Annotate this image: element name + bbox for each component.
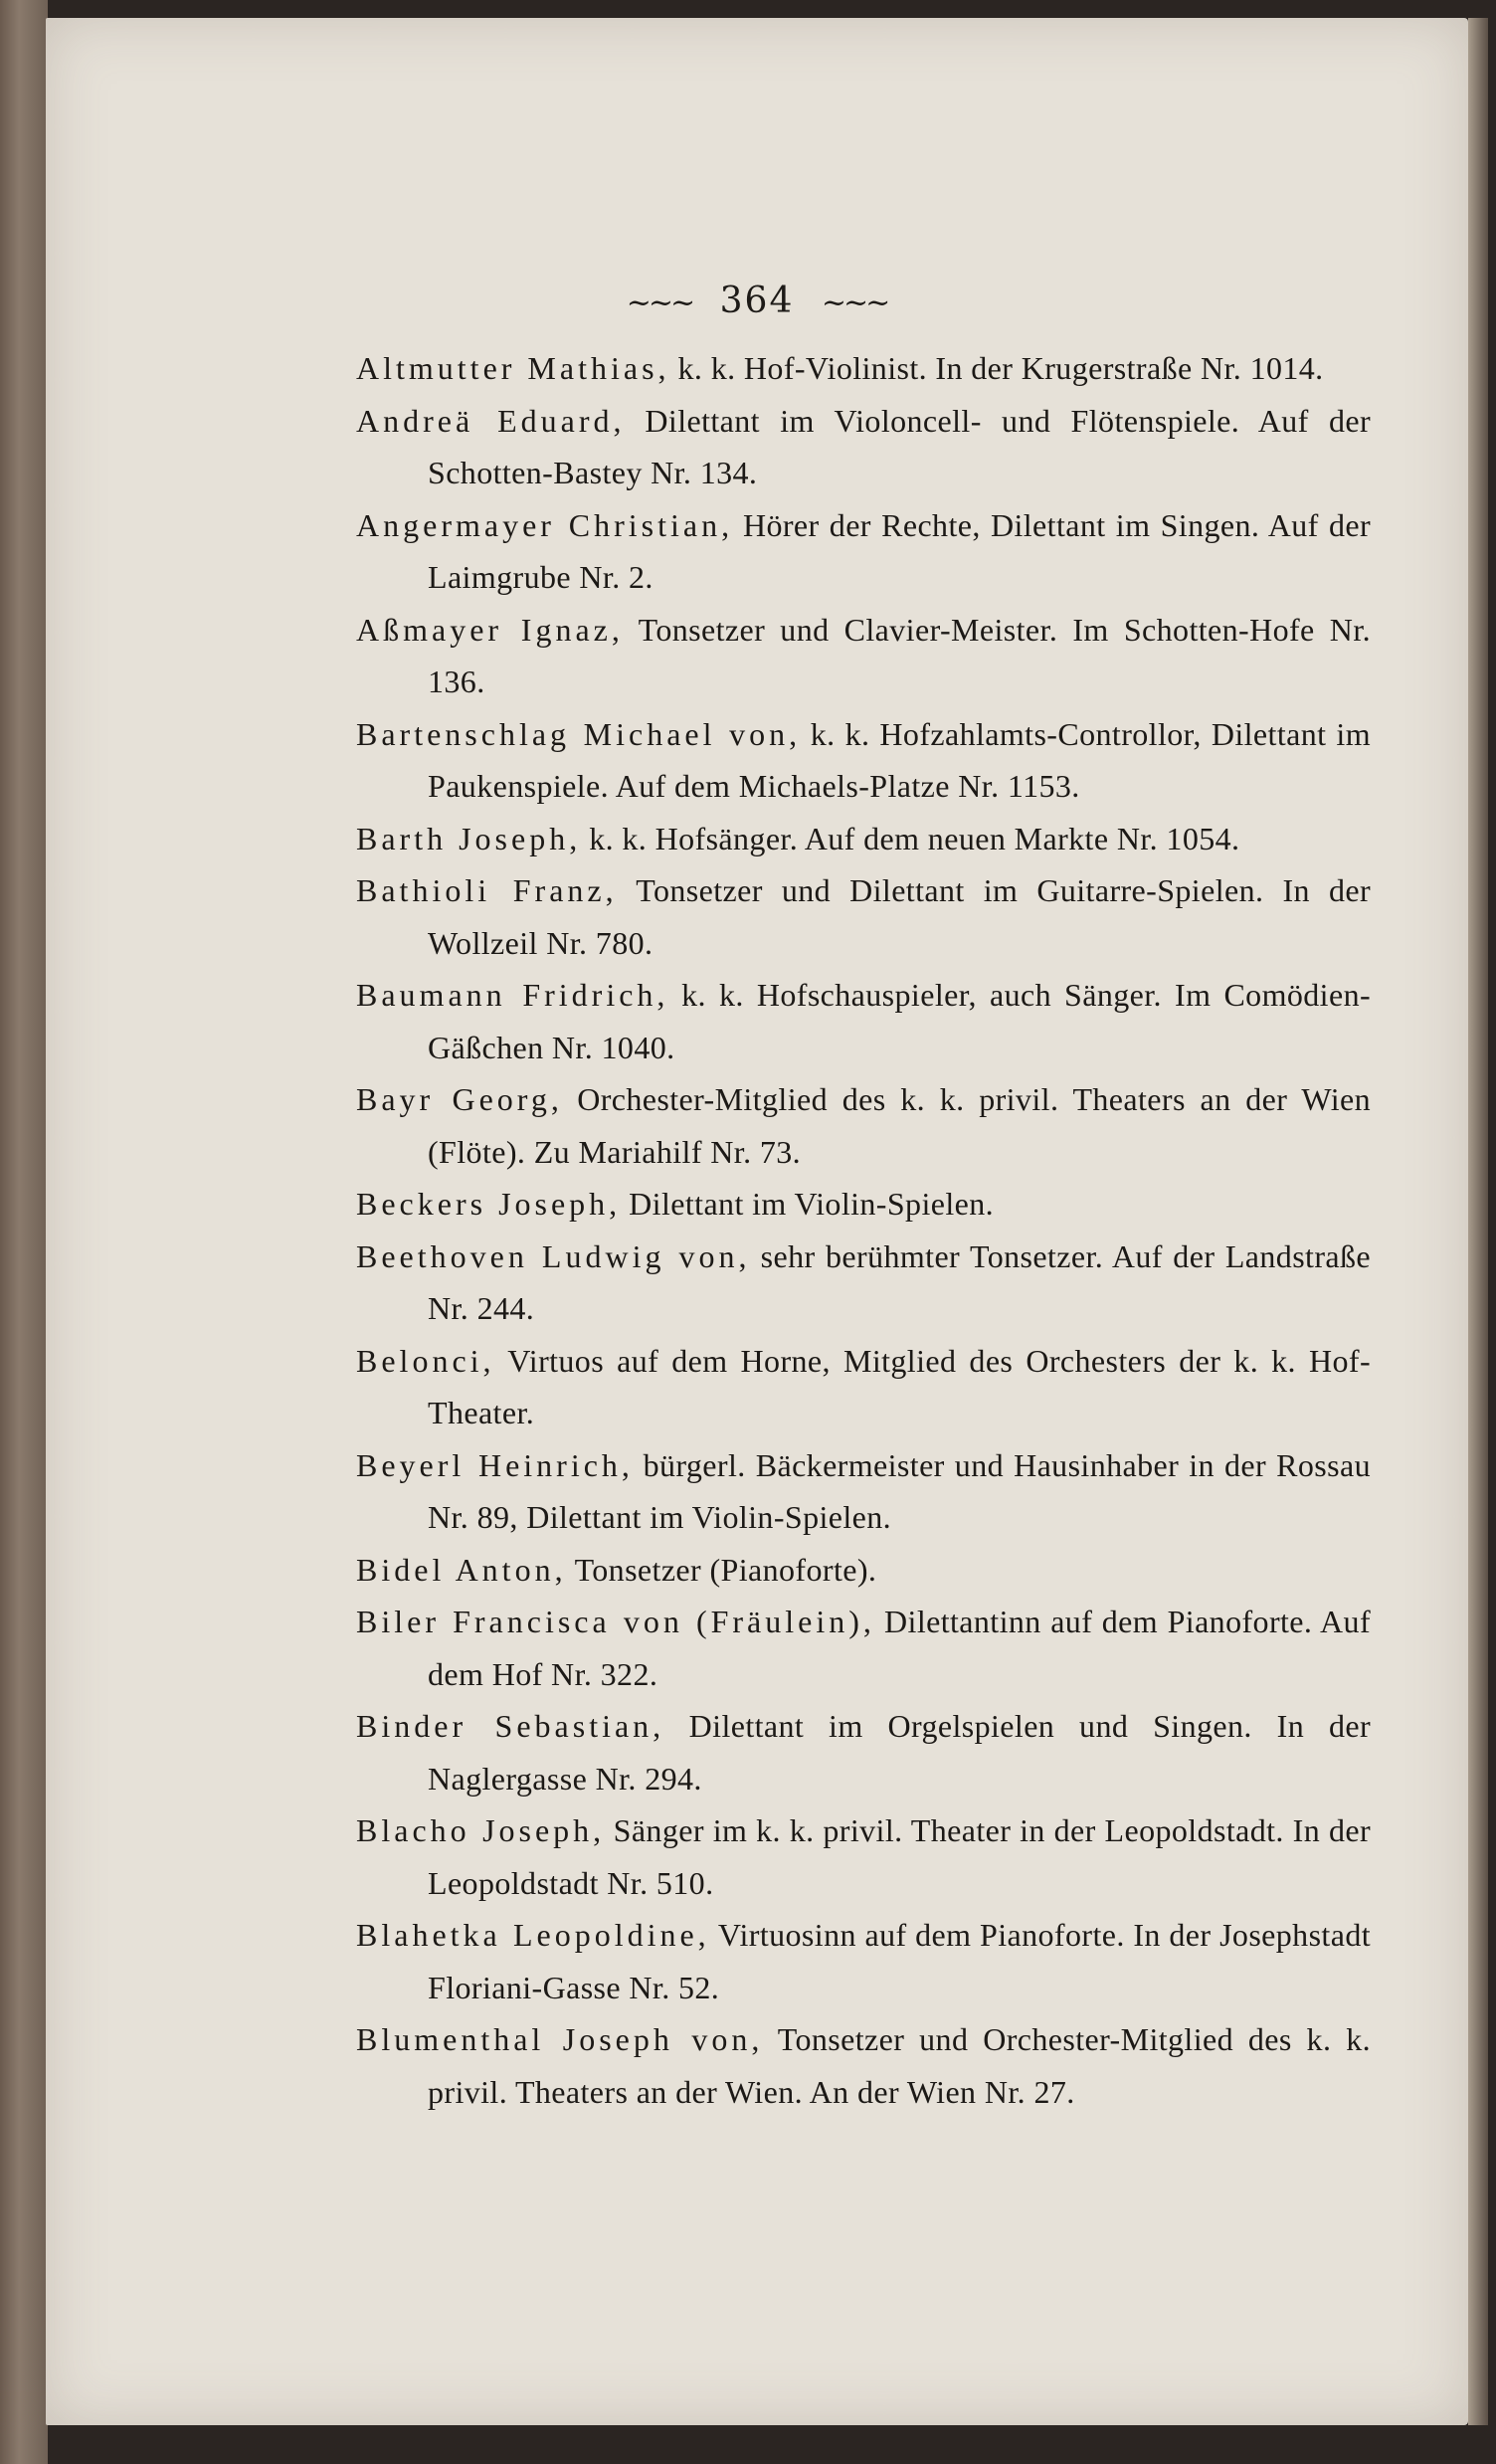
directory-entry bbox=[356, 813, 1371, 865]
book-page bbox=[46, 18, 1468, 2425]
entry-name: Beckers Joseph, bbox=[356, 1186, 622, 1222]
directory-entry bbox=[356, 1335, 1371, 1439]
entry-name: Beethoven Ludwig von, bbox=[356, 1237, 751, 1274]
book-spine bbox=[0, 0, 48, 2464]
entry-details: Dilettantinn auf dem Pianoforte. Auf dem Hof Nr. 322. bbox=[428, 1604, 1372, 1692]
entry-name: Biler Francisca von (Fräulein), bbox=[356, 1604, 875, 1639]
page-edge bbox=[1468, 18, 1488, 2425]
entry-name: Blahetka Leopoldine, bbox=[356, 1917, 710, 1953]
directory-entry bbox=[356, 2013, 1371, 2118]
entry-details: k. k. Hofzahlamts-Controllor, Dilettant im Paukenspiele. Auf dem Michaels-Platze Nr. 1153. bbox=[428, 715, 1372, 804]
entry-details: Dilettant im Orgelspielen und Singen. In der Naglergasse Nr. 294. bbox=[428, 1708, 1372, 1797]
entry-name: Barth Joseph, bbox=[356, 820, 582, 856]
directory-entry bbox=[356, 395, 1371, 499]
entry-name: Binder Sebastian, bbox=[356, 1708, 665, 1744]
entry-details: Virtuosinn auf dem Pianoforte. In der Josephstadt Floriani-Gasse Nr. 52. bbox=[428, 1917, 1372, 2005]
directory-entry bbox=[356, 1544, 1371, 1597]
directory-entry bbox=[356, 864, 1371, 969]
entry-details: k. k. Hofschauspieler, auch Sänger. Im Comödien-Gäßchen Nr. 1040. bbox=[428, 977, 1372, 1065]
entry-name: Andreä Eduard, bbox=[356, 402, 626, 439]
directory-entry bbox=[356, 1909, 1371, 2013]
entry-name: Bartenschlag Michael von, bbox=[356, 715, 802, 752]
entry-details: Tonsetzer und Dilettant im Guitarre-Spielen. In der Wollzeil Nr. 780. bbox=[428, 872, 1372, 961]
entry-details: bürgerl. Bäckermeister und Hausinhaber in der Rossau Nr. 89, Dilettant im Violin-Spielen. bbox=[428, 1446, 1372, 1535]
entry-details: sehr berühmter Tonsetzer. Auf der Landstraße Nr. 244. bbox=[428, 1237, 1372, 1326]
entry-name: Angermayer Christian, bbox=[356, 506, 734, 543]
directory-entry bbox=[356, 342, 1371, 395]
entry-details: Tonsetzer und Orchester-Mitglied des k. k. privil. Theaters an der Wien. An der Wien Nr. 27. bbox=[428, 2021, 1372, 2110]
header-ornament-left: ~~~ bbox=[626, 285, 693, 320]
directory-entry bbox=[356, 1231, 1371, 1335]
directory-entry bbox=[356, 1439, 1371, 1544]
directory-entry bbox=[356, 1804, 1371, 1909]
entry-name: Aßmayer Ignaz, bbox=[356, 611, 624, 648]
entry-details: k. k. Hof-Violinist. In der Krugerstraße Nr. 1014. bbox=[677, 350, 1324, 386]
header-ornament-right: ~~~ bbox=[821, 285, 888, 320]
entry-details: Dilettant im Violoncell- und Flötenspiele. Auf der Schotten-Bastey Nr. 134. bbox=[428, 402, 1372, 490]
directory-entries bbox=[356, 342, 1371, 2118]
entry-name: Belonci, bbox=[356, 1342, 495, 1379]
entry-details: Tonsetzer (Pianoforte). bbox=[574, 1551, 877, 1588]
entry-name: Altmutter Mathias, bbox=[356, 350, 670, 386]
entry-name: Blacho Joseph, bbox=[356, 1812, 606, 1848]
entry-details: Sänger im k. k. privil. Theater in der Leopoldstadt. In der Leopoldstadt Nr. 510. bbox=[428, 1812, 1371, 1901]
entry-name: Bayr Georg, bbox=[356, 1081, 563, 1117]
directory-entry bbox=[356, 604, 1371, 708]
entry-details: Virtuos auf dem Horne, Mitglied des Orchesters der k. k. Hof-Theater. bbox=[428, 1342, 1372, 1430]
page-header bbox=[46, 281, 1468, 321]
entry-details: Hörer der Rechte, Dilettant im Singen. Auf der Laimgrube Nr. 2. bbox=[428, 506, 1372, 595]
directory-entry bbox=[356, 969, 1371, 1073]
entry-details: Orchester-Mitglied des k. k. privil. Theaters an der Wien (Flöte). Zu Mariahilf Nr. 73. bbox=[428, 1081, 1371, 1170]
entry-name: Bathioli Franz, bbox=[356, 872, 618, 908]
entry-name: Baumann Fridrich, bbox=[356, 977, 669, 1013]
directory-entry bbox=[356, 1073, 1371, 1178]
entry-name: Bidel Anton, bbox=[356, 1551, 567, 1588]
directory-entry bbox=[356, 1596, 1371, 1700]
directory-entry bbox=[356, 708, 1371, 813]
directory-entry bbox=[356, 1178, 1371, 1231]
entry-name: Blumenthal Joseph von, bbox=[356, 2021, 764, 2057]
page-number: 364 bbox=[719, 281, 795, 321]
directory-entry bbox=[356, 499, 1371, 604]
entry-details: k. k. Hofsänger. Auf dem neuen Markte Nr. 1054. bbox=[589, 820, 1240, 856]
entry-details: Tonsetzer und Clavier-Meister. Im Schotten-Hofe Nr. 136. bbox=[428, 611, 1372, 699]
directory-entry bbox=[356, 1700, 1371, 1804]
entry-name: Beyerl Heinrich, bbox=[356, 1446, 634, 1483]
entry-details: Dilettant im Violin-Spielen. bbox=[629, 1186, 995, 1222]
